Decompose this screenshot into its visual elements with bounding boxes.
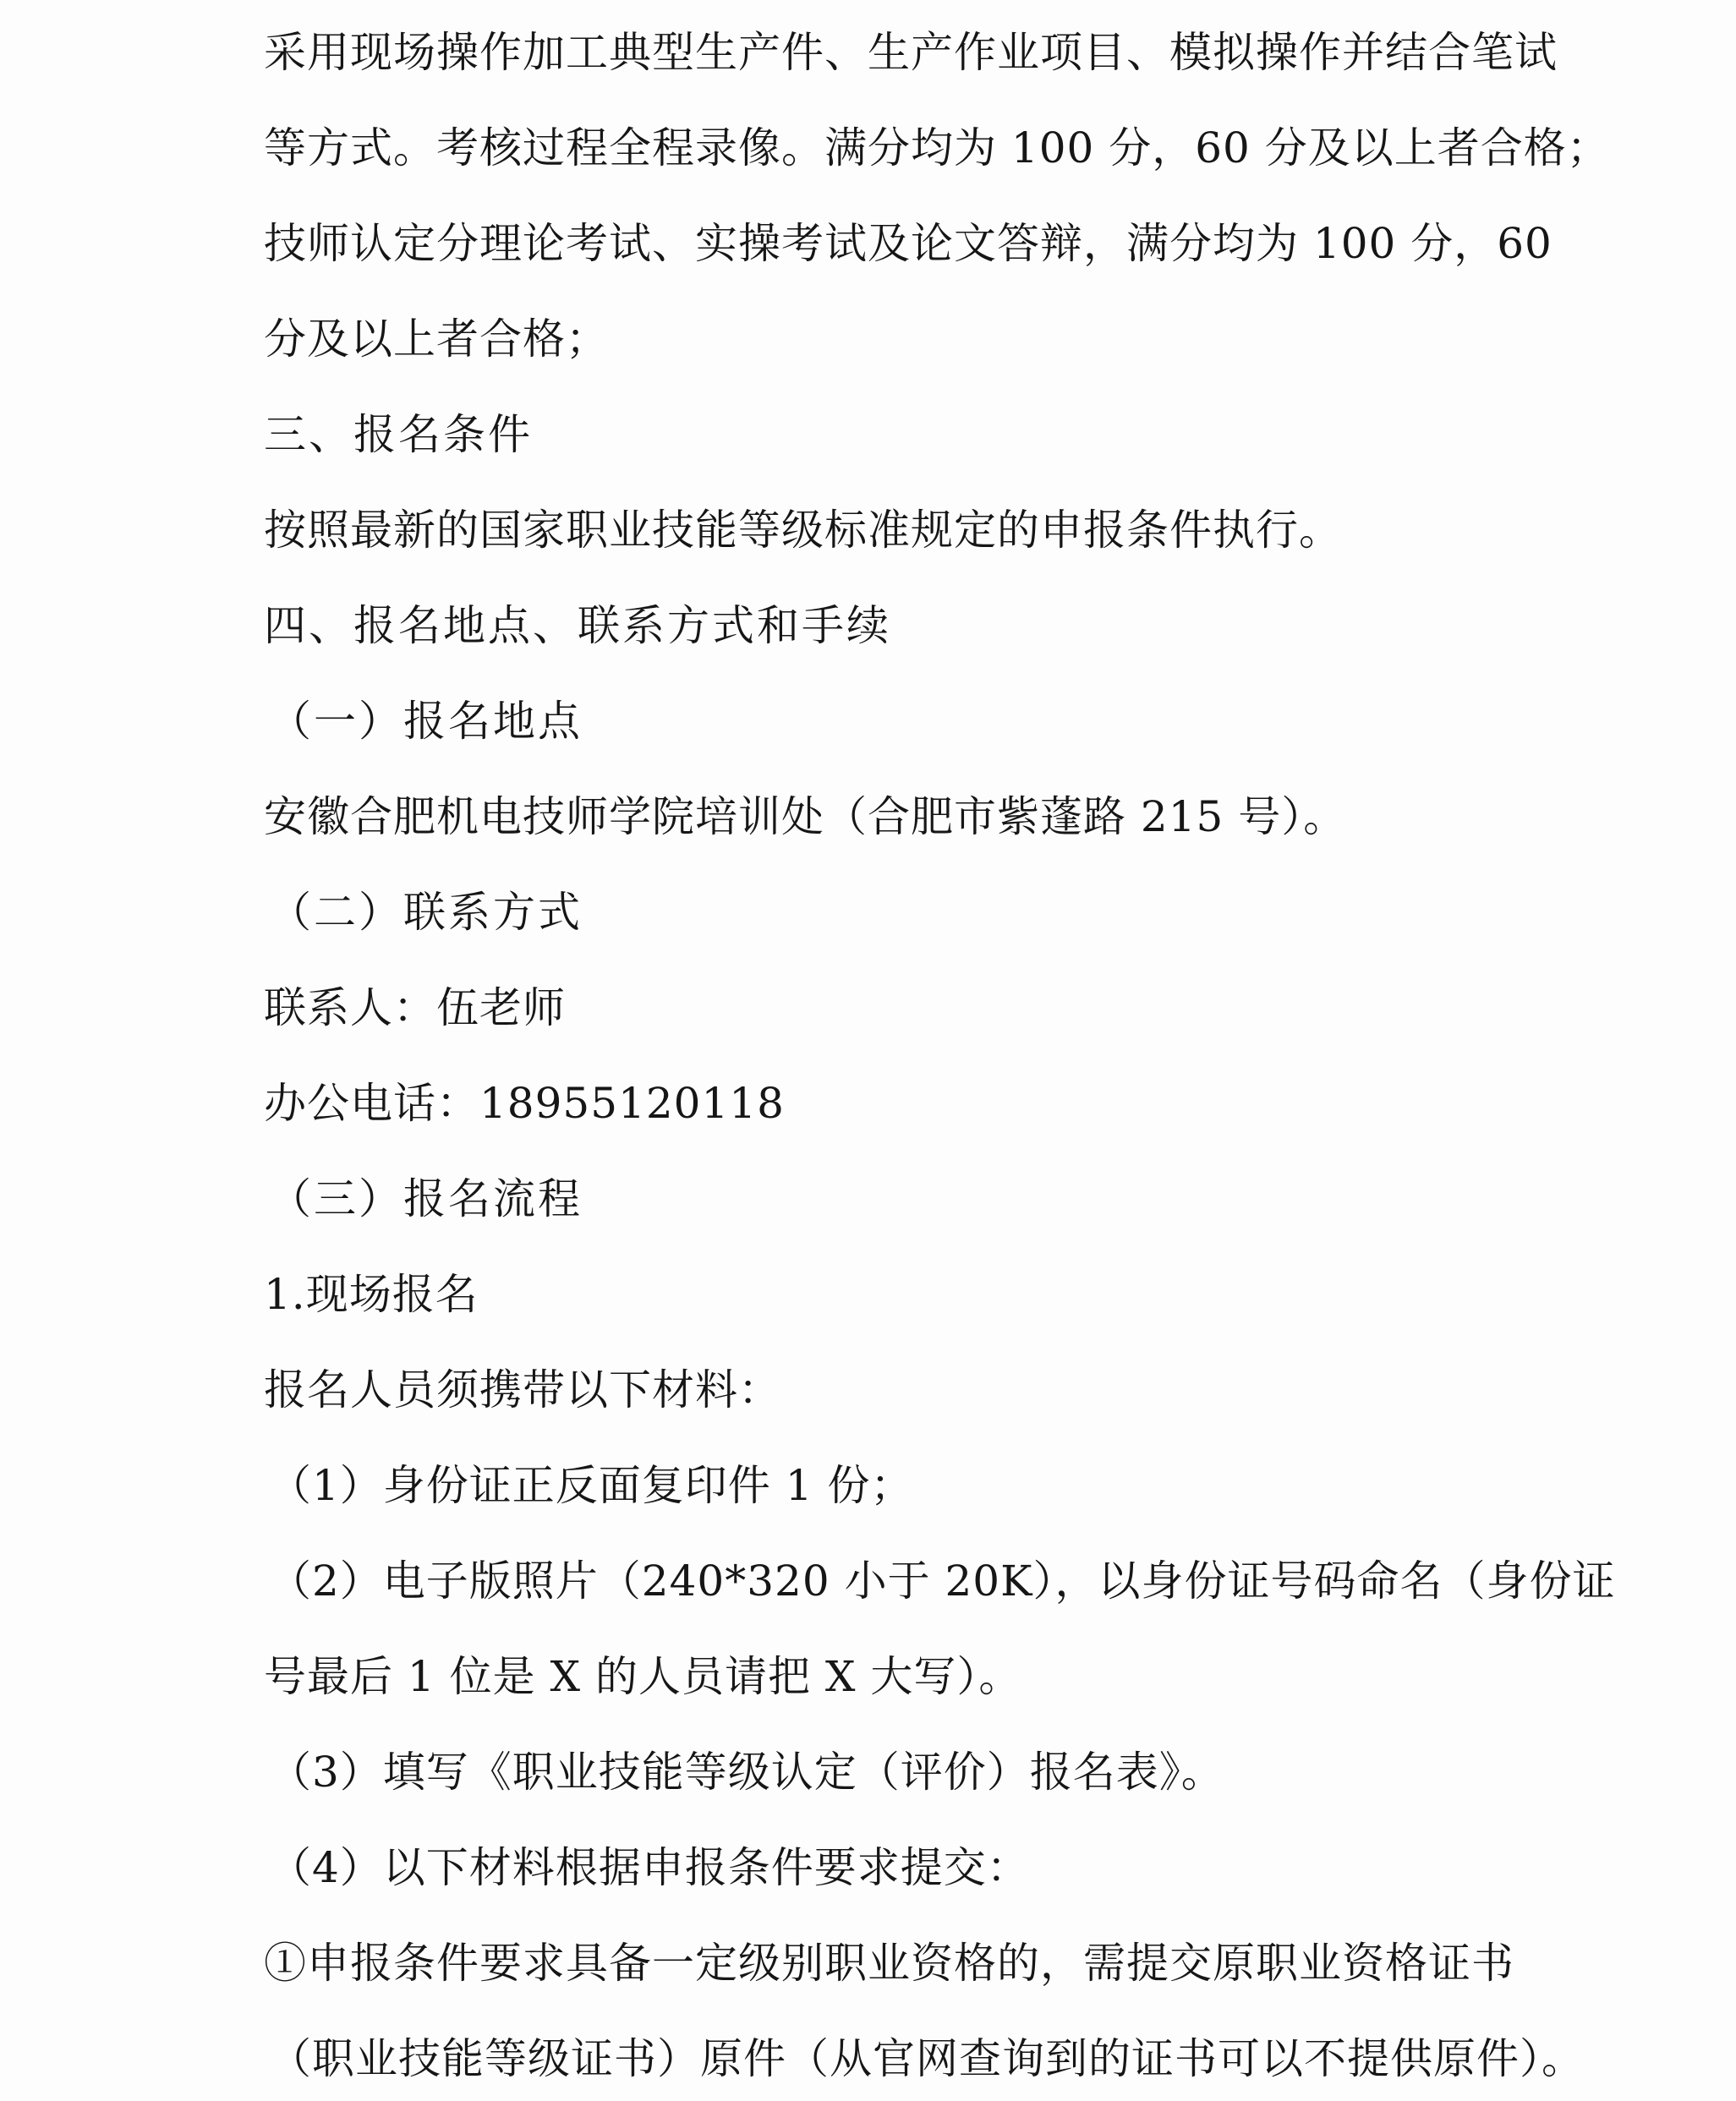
list-item: （3）填写《职业技能等级认定（评价）报名表》。 (269, 1748, 1224, 1797)
list-item: （2）电子版照片（240*320 小于 20K），以身份证号码命名（身份证 (269, 1557, 1616, 1606)
list-item: （1）身份证正反面复印件 1 份； (269, 1461, 914, 1510)
body-text-line: 按照最新的国家职业技能等级标准规定的申报条件执行。 (264, 506, 1342, 555)
section-heading-registration-location: 四、报名地点、联系方式和手续 (264, 601, 891, 650)
body-text-line: 分及以上者合格； (264, 315, 609, 364)
office-phone-text: 办公电话：18955120118 (264, 1079, 785, 1128)
section-heading-registration-conditions: 三、报名条件 (264, 410, 533, 459)
body-text-line: （职业技能等级证书）原件（从官网查询到的证书可以不提供原件）。 (269, 2034, 1585, 2083)
body-text-line: 等方式。考核过程全程录像。满分均为 100 分，60 分及以上者合格； (264, 123, 1610, 172)
body-text-line: ①申报条件要求具备一定级别职业资格的，需提交原职业资格证书 (264, 1939, 1514, 1988)
subheading-contact: （二）联系方式 (269, 888, 583, 937)
onsite-registration-heading: 1.现场报名 (264, 1270, 479, 1319)
list-item: （4）以下材料根据申报条件要求提交： (269, 1843, 1030, 1892)
body-text-line: 号最后 1 位是 X 的人员请把 X 大写）。 (264, 1652, 1022, 1701)
subheading-registration-process: （三）报名流程 (269, 1174, 583, 1223)
body-text-line: 技师认定分理论考试、实操考试及论文答辩，满分均为 100 分，60 (264, 219, 1553, 268)
body-text-line: 采用现场操作加工典型生产件、生产作业项目、模拟操作并结合笔试 (264, 28, 1558, 77)
address-text: 安徽合肥机电技师学院培训处（合肥市紫蓬路 215 号）。 (264, 792, 1347, 841)
subheading-registration-location: （一）报名地点 (269, 697, 583, 746)
contact-person-text: 联系人：伍老师 (264, 983, 566, 1032)
body-text-line: 报名人员须携带以下材料： (264, 1365, 781, 1414)
